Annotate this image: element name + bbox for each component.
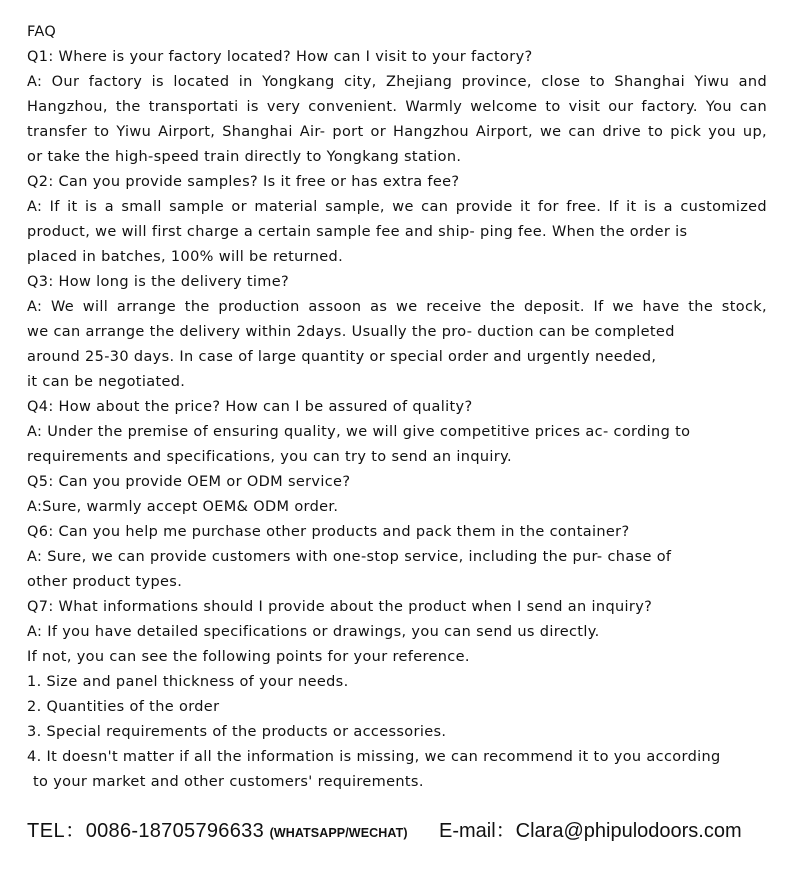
faq-a7-line-2: If not, you can see the following points for your reference. xyxy=(27,649,470,665)
email-label: E-mail： xyxy=(439,820,516,842)
contact-footer xyxy=(27,815,767,847)
tel-label: TEL： xyxy=(27,820,86,842)
faq-a5: A:Sure, warmly accept OEM& ODM order. xyxy=(27,499,339,515)
faq-q1: Q1: Where is your factory located? How can I visit to your factory? xyxy=(27,49,533,65)
faq-q2: Q2: Can you provide samples? Is it free or has extra fee? xyxy=(27,174,460,190)
faq-a6-line-1: A: Sure, we can provide customers with one-stop service, including the pur- chase of xyxy=(27,549,672,565)
faq-a7-line-1: A: If you have detailed specifications or drawings, you can send us directly. xyxy=(27,624,600,640)
faq-a2-line-1: A: If it is a small sample or material sample, we can provide it for free. If it is a customized xyxy=(27,199,767,215)
faq-a7-point-4: 4. It doesn't matter if all the information is missing, we can recommend it to you according xyxy=(27,749,721,765)
faq-a1-line-4: or take the high-speed train directly to Yongkang station. xyxy=(27,149,462,165)
faq-a2-line-3: placed in batches, 100% will be returned. xyxy=(27,249,344,265)
faq-a3-line-1: A: We will arrange the production assoon as we receive the deposit. If we have the stock, xyxy=(27,299,767,315)
faq-a1-line-2: Hangzhou, the transportati is very convenient. Warmly welcome to visit our factory. You can xyxy=(27,99,767,115)
email-value: Clara@phipulodoors.com xyxy=(515,820,742,842)
email-block xyxy=(439,815,742,847)
faq-a7-point-3: 3. Special requirements of the products or accessories. xyxy=(27,724,447,740)
faq-a1-line-3: transfer to Yiwu Airport, Shanghai Air- port or Hangzhou Airport, we can drive to pick you up, xyxy=(27,124,767,140)
faq-a1-line-1: A: Our factory is located in Yongkang city, Zhejiang province, close to Shanghai Yiwu and xyxy=(27,74,767,90)
faq-a7-point-4-cont: to your market and other customers' requirements. xyxy=(33,774,424,790)
faq-a3-line-4: it can be negotiated. xyxy=(27,374,186,390)
faq-a7-point-1: 1. Size and panel thickness of your needs. xyxy=(27,674,349,690)
faq-a3-line-3: around 25-30 days. In case of large quantity or special order and urgently needed, xyxy=(27,349,657,365)
faq-a4-line-1: A: Under the premise of ensuring quality, we will give competitive prices ac- cording to xyxy=(27,424,691,440)
faq-q6: Q6: Can you help me purchase other products and pack them in the container? xyxy=(27,524,630,540)
faq-heading: FAQ xyxy=(27,24,57,40)
tel-note: (WHATSAPP/WECHAT) xyxy=(269,826,408,840)
faq-section xyxy=(27,20,767,795)
faq-a6-line-2: other product types. xyxy=(27,574,183,590)
faq-a7-point-2: 2. Quantities of the order xyxy=(27,699,220,715)
tel-number: 0086-18705796633 xyxy=(85,820,264,842)
faq-q4: Q4: How about the price? How can I be assured of quality? xyxy=(27,399,473,415)
faq-q3: Q3: How long is the delivery time? xyxy=(27,274,290,290)
faq-q7: Q7: What informations should I provide about the product when I send an inquiry? xyxy=(27,599,653,615)
faq-q5: Q5: Can you provide OEM or ODM service? xyxy=(27,474,351,490)
faq-a4-line-2: requirements and specifications, you can try to send an inquiry. xyxy=(27,449,512,465)
faq-a2-line-2: product, we will first charge a certain sample fee and ship- ping fee. When the order is xyxy=(27,224,688,240)
faq-a3-line-2: we can arrange the delivery within 2days. Usually the pro- duction can be completed xyxy=(27,324,675,340)
